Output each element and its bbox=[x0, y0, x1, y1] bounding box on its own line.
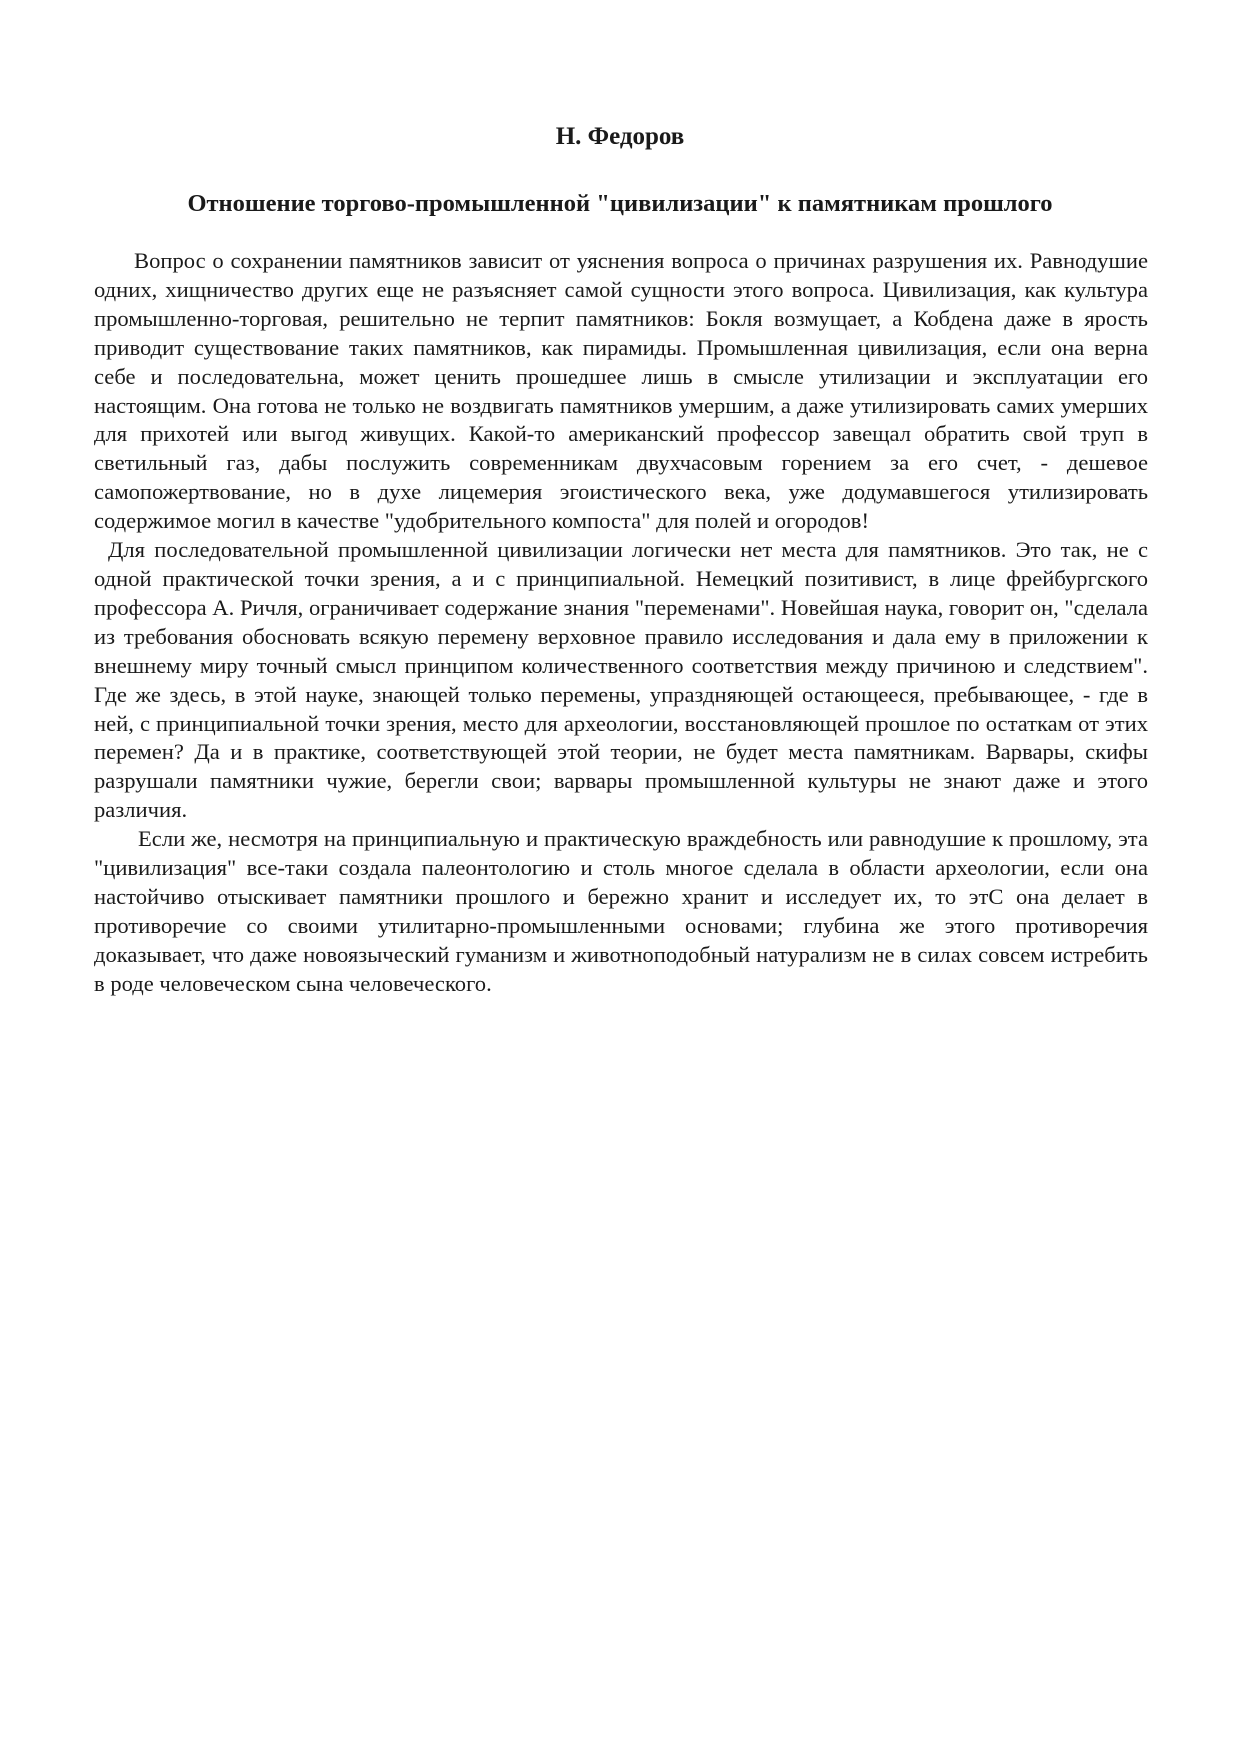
article-title: Отношение торгово-промышленной "цивилизации" к памятникам прошлого bbox=[187, 190, 1053, 217]
author-name: Н. Федоров bbox=[555, 123, 685, 150]
paragraph-1: Вопрос о сохранении памятников зависит от уяснения вопроса о причинах разрушения их. Равнодушие одних, хищничество других еще не разъясняет самой сущности этого вопроса. Цивилизация, как культура промышленно-торговая, решительно не терпит памятников: Бокля возмущает, а Кобдена даже в ярость приводит существование таких памятников, как пирамиды. Промышленная цивилизация, если она верна себе и последовательна, может ценить прошедшее лишь в смысле утилизации и эксплуатации его настоящим. Она готова не только не воздвигать памятников умершим, а даже утилизировать самих умерших для прихотей или выгод живущих. Какой-то американский профессор завещал обратить свой труп в светильный газ, дабы послужить современникам двухчасовым горением за его счет, - дешевое самопожертвование, но в духе лицемерия эгоистического века, уже додумавшегося утилизировать содержимое могил в качестве "удобрительного компоста" для полей и огородов! bbox=[94, 248, 1148, 534]
paragraph-3: Если же, несмотря на принципиальную и практическую враждебность или равнодушие к прошлому, эта "цивилизация" все-таки создала палеонтологию и столь многое сделала в области археологии, если она настойчиво отыскивает памятники прошлого и бережно хранит и исследует их, то этС она делает в противоречие со своими утилитарно-промышленными основами; глубина же этого противоречия доказывает, что даже новоязыческий гуманизм и животноподобный натурализм не в силах совсем истребить в роде человеческом сына человеческого. bbox=[94, 826, 1148, 996]
article-body bbox=[94, 247, 1148, 999]
paragraph-2: Для последовательной промышленной цивилизации логически нет места для памятников. Это так, не с одной практической точки зрения, а и с принципиальной. Немецкий позитивист, в лице фрейбургского профессора А. Ричля, ограничивает содержание знания "переменами". Новейшая наука, говорит он, "сделала из требования обосновать всякую перемену верховное правило исследования и дала ему в приложении к внешнему миру точный смысл принципом количественного соответствия между причиною и следствием". Где же здесь, в этой науке, знающей только перемены, упраздняющей остающееся, пребывающее, - где в ней, с принципиальной точки зрения, место для археологии, восстановляющей прошлое по остаткам от этих перемен? Да и в практике, соответствующей этой теории, не будет места памятникам. Варвары, скифы разрушали памятники чужие, берегли свои; варвары промышленной культуры не знают даже и этого различия. bbox=[94, 537, 1148, 823]
